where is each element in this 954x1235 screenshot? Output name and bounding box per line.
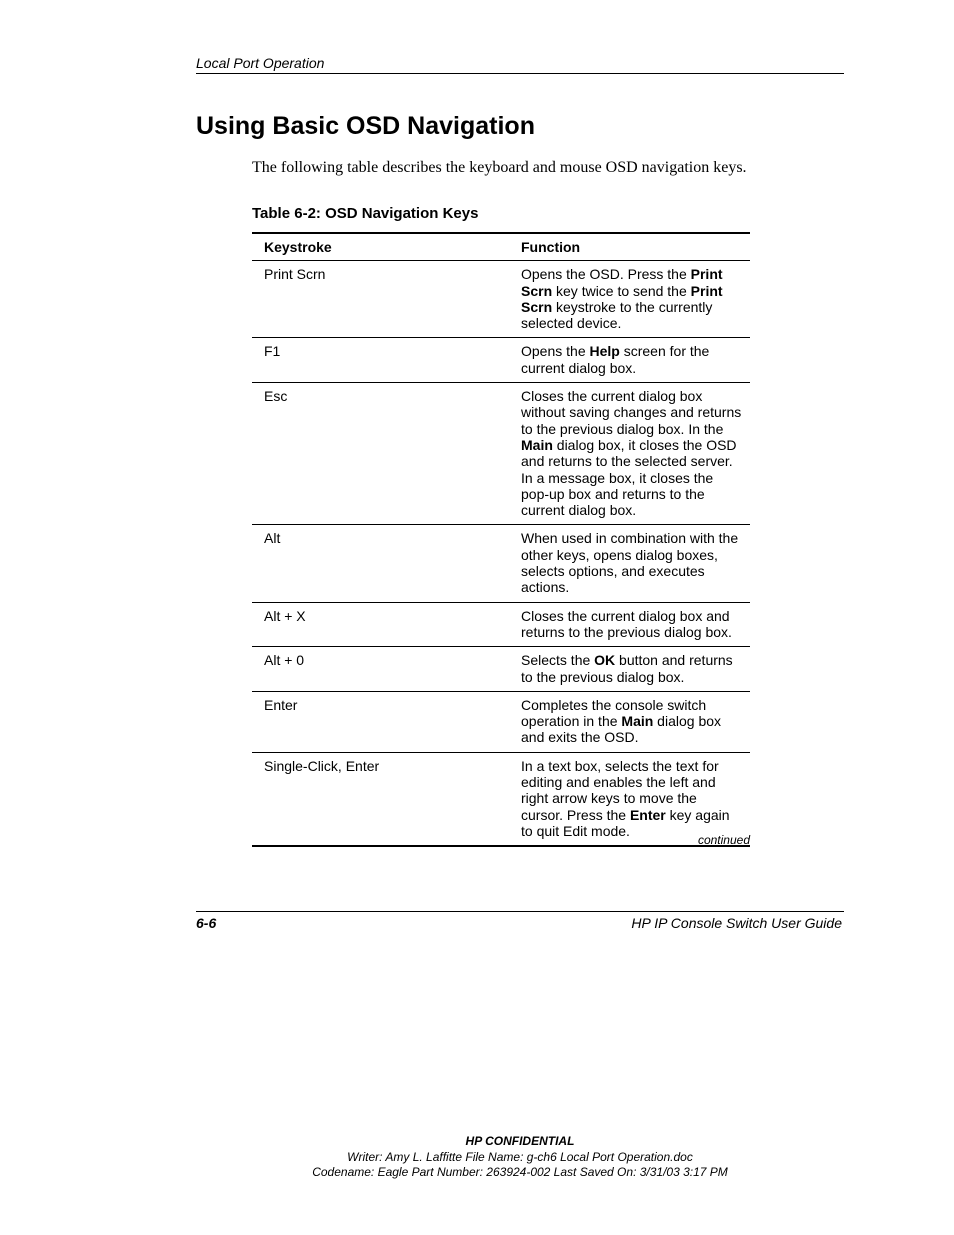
keystroke-cell: Single-Click, Enter: [252, 752, 509, 846]
table-row: [252, 383, 750, 525]
intro-paragraph: The following table describes the keyboard and mouse OSD navigation keys.: [252, 159, 747, 176]
table-caption: Table 6-2: OSD Navigation Keys: [252, 205, 479, 222]
continued-note: continued: [697, 833, 750, 847]
confidential-writer-line: Writer: Amy L. Laffitte File Name: g-ch6 Local Port Operation.doc: [347, 1149, 693, 1164]
table-row: [252, 525, 750, 602]
keystroke-cell: F1: [252, 338, 509, 383]
footer-divider: [196, 911, 844, 912]
function-cell: Opens the Help screen for the current dialog box.: [509, 338, 750, 383]
confidential-codename-line: Codename: Eagle Part Number: 263924-002 Last Saved On: 3/31/03 3:17 PM: [312, 1165, 728, 1179]
column-header-keystroke: Keystroke: [252, 233, 509, 261]
table-row: [252, 338, 750, 383]
table-row: [252, 691, 750, 752]
keystroke-cell: Print Scrn: [252, 261, 509, 338]
function-cell: Selects the OK button and returns to the previous dialog box.: [509, 647, 750, 692]
page-number: 6-6: [196, 915, 217, 931]
keystroke-cell: Alt + X: [252, 602, 509, 647]
function-cell: Closes the current dialog box without saving changes and returns to the previous dialog box. In the Main dialog box, it closes the OSD and returns to the selected server. In a message box, it closes the pop-up box and returns to the current dialog box.: [509, 383, 750, 525]
table-header-row: [252, 233, 750, 261]
function-cell: In a text box, selects the text for editing and enables the left and right arrow keys to move the cursor. Press the Enter key again to quit Edit mode.: [509, 752, 750, 846]
keystroke-cell: Alt + 0: [252, 647, 509, 692]
keystroke-cell: Alt: [252, 525, 509, 602]
page-title: Using Basic OSD Navigation: [196, 112, 535, 140]
osd-navigation-table: [252, 232, 750, 847]
keystroke-cell: Esc: [252, 383, 509, 525]
guide-title: HP IP Console Switch User Guide: [631, 915, 842, 931]
confidential-title: HP CONFIDENTIAL: [465, 1134, 575, 1148]
function-cell: Opens the OSD. Press the Print Scrn key twice to send the Print Scrn keystroke to the currently selected device.: [509, 261, 750, 338]
column-header-function: Function: [509, 233, 750, 261]
keystroke-cell: Enter: [252, 691, 509, 752]
confidential-block: [196, 1134, 844, 1181]
table-row: [252, 647, 750, 692]
table-body: [252, 261, 750, 846]
function-cell: When used in combination with the other keys, opens dialog boxes, selects options, and executes actions.: [509, 525, 750, 602]
function-cell: Closes the current dialog box and returns to the previous dialog box.: [509, 602, 750, 647]
table-row: [252, 261, 750, 338]
function-cell: Completes the console switch operation in the Main dialog box and exits the OSD.: [509, 691, 750, 752]
running-header: Local Port Operation: [196, 55, 844, 74]
table-row: [252, 602, 750, 647]
